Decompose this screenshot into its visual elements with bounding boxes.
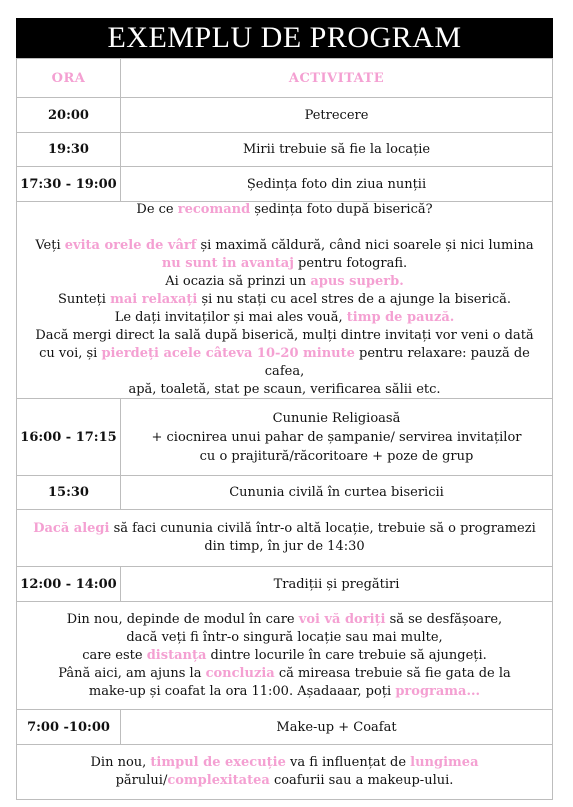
table-row xyxy=(16,133,553,167)
note-block xyxy=(16,602,553,710)
plain-text: că mireasa trebuie să fie gata de la xyxy=(274,665,511,681)
highlight-text: timpul de execuție xyxy=(150,755,286,770)
row-activity: Cununia civilă în curtea bisericii xyxy=(229,485,444,500)
text-line xyxy=(58,665,511,683)
text-line xyxy=(33,538,536,556)
row-time: 20:00 xyxy=(17,98,121,132)
highlight-text: pierdeți acele câteva 10-20 minute xyxy=(101,346,355,361)
plain-text: cu voi, și xyxy=(39,346,102,361)
text-line xyxy=(25,291,544,309)
plain-text: pentru relaxare: pauză de cafea, xyxy=(264,346,530,379)
plain-text: și maximă căldură, când nici soarele și nici lumina xyxy=(196,238,534,253)
highlight-text: timp de pauză. xyxy=(346,310,455,325)
row-time: 7:00 -10:00 xyxy=(17,710,121,744)
table-row xyxy=(16,167,553,202)
text-line xyxy=(25,201,544,219)
plain-text: și nu stați cu acel stres de a ajunge la biserică. xyxy=(197,292,511,307)
note-text xyxy=(17,602,552,709)
note-text xyxy=(17,202,552,398)
row-time: 19:30 xyxy=(17,133,121,166)
activity-line: + ciocnirea unui pahar de șampanie/ servirea invitaților xyxy=(151,429,522,445)
plain-text: Până aici, am ajuns la xyxy=(58,665,206,681)
note-block xyxy=(16,202,553,399)
text-line xyxy=(25,381,544,399)
row-activity xyxy=(121,399,552,475)
plain-text: De ce xyxy=(136,202,178,217)
note-block xyxy=(16,510,553,567)
highlight-text: nu sunt in avantaj xyxy=(161,256,294,271)
note-block xyxy=(16,745,553,800)
table-row xyxy=(16,399,553,476)
table-row xyxy=(16,98,553,133)
table-row xyxy=(16,476,553,510)
text-line xyxy=(25,273,544,291)
text-line xyxy=(58,629,511,647)
activity-line: cu o prajitură/răcoritoare + poze de grup xyxy=(199,448,474,464)
table-row xyxy=(16,567,553,602)
row-activity: Make-up + Coafat xyxy=(276,719,397,735)
plain-text: Veți xyxy=(35,238,65,253)
activity-line: Cununie Religioasă xyxy=(272,410,401,426)
table-row xyxy=(16,710,553,745)
header-activity: ACTIVITATE xyxy=(288,70,385,86)
text-line xyxy=(91,754,479,772)
note-text xyxy=(17,510,552,566)
plain-text: Dacă mergi direct la sală după biserică, mulți dintre invitați vor veni o dată xyxy=(35,328,534,343)
highlight-text: voi vă doriți xyxy=(298,611,386,627)
plain-text: să se desfășoare, xyxy=(385,611,503,627)
text-line xyxy=(58,647,511,665)
note-text xyxy=(17,745,552,799)
plain-text: părului/ xyxy=(115,773,168,788)
row-time: 15:30 xyxy=(17,476,121,509)
text-line xyxy=(91,772,479,790)
plain-text: va fi influențat de xyxy=(285,755,411,770)
plain-text: să faci cununia civilă într-o altă locație, trebuie să o programezi xyxy=(109,521,536,536)
text-line xyxy=(58,611,511,629)
text-line xyxy=(25,309,544,327)
row-activity: Ședința foto din ziua nunții xyxy=(246,176,427,192)
row-activity: Petrecere xyxy=(304,107,369,123)
plain-text: Sunteți xyxy=(57,292,111,307)
plain-text: Ai ocazia să prinzi un xyxy=(165,274,311,289)
page-title: EXEMPLU DE PROGRAM xyxy=(16,18,553,58)
highlight-text: complexitatea xyxy=(167,773,270,788)
text-line xyxy=(25,237,544,255)
highlight-text: mai relaxați xyxy=(110,292,198,307)
highlight-text: Dacă alegi xyxy=(33,521,110,536)
plain-text: coafurii sau a makeup-ului. xyxy=(269,773,454,788)
row-time: 12:00 - 14:00 xyxy=(17,567,121,601)
highlight-text: lungimea xyxy=(410,755,479,770)
plain-text: Le dați invitaților și mai ales vouă, xyxy=(114,310,347,325)
table-header xyxy=(16,58,553,98)
highlight-text: distanța xyxy=(146,647,207,663)
text-line xyxy=(25,219,544,237)
header-time: ORA xyxy=(51,70,86,86)
text-line xyxy=(58,683,511,701)
highlight-text: recomand xyxy=(177,202,251,217)
plain-text: din timp, în jur de 14:30 xyxy=(204,539,365,554)
plain-text: pentru fotografi. xyxy=(293,256,408,271)
row-activity: Mirii trebuie să fie la locație xyxy=(242,142,431,157)
plain-text: dintre locurile în care trebuie să ajungeți. xyxy=(206,647,487,663)
highlight-text: evita orele de vârf xyxy=(64,238,197,253)
text-line xyxy=(25,345,544,381)
row-time: 16:00 - 17:15 xyxy=(17,399,121,475)
plain-text: ședința foto după biserică? xyxy=(250,202,433,217)
text-line xyxy=(33,520,536,538)
plain-text: Din nou, xyxy=(90,755,151,770)
plain-text: dacă veți fi într-o singură locație sau mai multe, xyxy=(126,629,443,645)
highlight-text: programa... xyxy=(395,683,481,699)
highlight-text: concluzia xyxy=(205,665,275,681)
text-line xyxy=(25,255,544,273)
plain-text: care este xyxy=(82,647,147,663)
plain-text: apă, toaletă, stat pe scaun, verificarea sălii etc. xyxy=(128,382,441,397)
plain-text: make-up și coafat la ora 11:00. Așadaaar, poți xyxy=(88,683,396,699)
plain-text: Din nou, depinde de modul în care xyxy=(66,611,299,627)
text-line xyxy=(25,327,544,345)
row-time: 17:30 - 19:00 xyxy=(17,167,121,201)
row-activity: Tradiții și pregătiri xyxy=(273,576,400,592)
highlight-text: apus superb. xyxy=(310,274,404,289)
